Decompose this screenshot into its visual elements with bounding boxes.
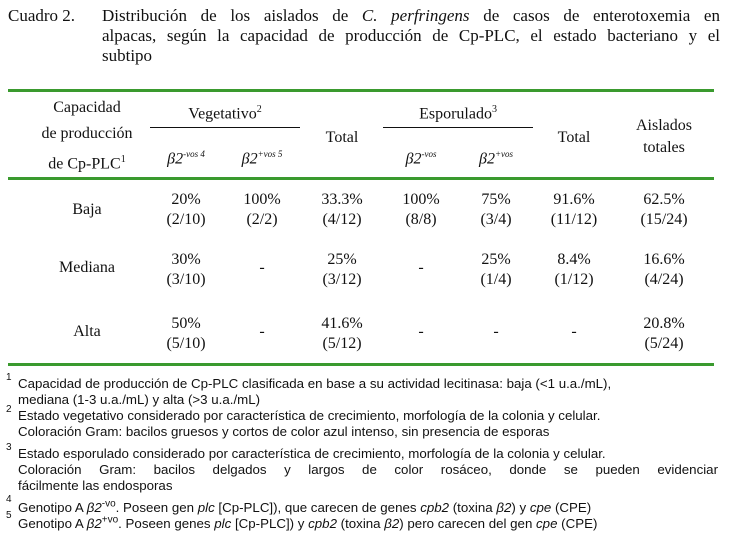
fn4-sup: -vo (101, 498, 116, 510)
row-mediana-veg-neg (150, 250, 222, 290)
header-sporulated-sup: 3 (491, 104, 497, 115)
cell-value: 33.3% (321, 191, 363, 208)
header-vegetative-sup: 2 (256, 104, 262, 115)
header-sporulated-text: Esporulado (419, 105, 492, 123)
row-baja-isolates (612, 190, 716, 230)
header-total-sporulated: Total (557, 129, 591, 146)
cell-value: 25% (481, 251, 511, 268)
header-capacity (10, 97, 164, 175)
cell-ratio: (4/12) (322, 211, 362, 228)
fn5-b2: β2 (86, 516, 102, 531)
subheader-spo-neg-b2: β2 (405, 150, 422, 168)
caption-line-2: alpacas, según la capacidad de producción de Cp-PLC, el estado bacteriano y el (102, 26, 720, 45)
row-baja-veg-neg (150, 190, 222, 230)
subheader-veg-neg-sup: -vos 4 (183, 149, 205, 159)
footnote-3-line-2: Coloración Gram: bacilos delgados y largos de color rosáceo, donde se pueden evidenciar (18, 462, 718, 477)
fn5-end: (CPE) (557, 516, 598, 531)
footnote-2-number: 2 (6, 404, 12, 415)
subheader-spo-neg-sup: -vos (421, 149, 437, 159)
cell-ratio: (4/24) (644, 271, 684, 288)
subheader-veg-pos-sup: +vos 5 (257, 149, 283, 159)
footnote-4-number: 4 (6, 494, 12, 505)
subheader-spo-pos (460, 143, 532, 170)
row-alta-isolates (612, 314, 716, 354)
footnote-4 (18, 500, 718, 516)
sporulated-underline (383, 127, 533, 128)
row-alta-total-spo: - (571, 323, 577, 340)
header-capacity-line-2: de producción (41, 125, 133, 142)
cell-ratio: (1/12) (554, 271, 594, 288)
row-baja-label: Baja (72, 201, 102, 218)
row-mediana-spo-neg: - (418, 259, 424, 276)
subheader-spo-pos-b2: β2 (478, 150, 495, 168)
footnote-1-number: 1 (6, 372, 12, 383)
fn4-cpe: cpe (529, 500, 552, 515)
subheader-veg-neg (150, 143, 222, 170)
cell-value: 75% (481, 191, 511, 208)
fn5-sup: +vo (101, 514, 119, 526)
cell-ratio: (5/10) (166, 335, 206, 352)
footnote-2 (18, 408, 718, 440)
row-mediana-total-veg (306, 250, 378, 290)
cell-ratio: (5/12) (322, 335, 362, 352)
caption-line-1 (102, 6, 720, 26)
header-total-vegetative: Total (325, 129, 359, 146)
header-vegetative-text: Vegetativo (188, 105, 257, 123)
cell-ratio: (3/4) (480, 211, 512, 228)
subheader-spo-neg (383, 143, 459, 170)
caption-label: Cuadro 2. (8, 6, 76, 25)
cell-value: 25% (327, 251, 357, 268)
fn5-cpe: cpe (536, 516, 558, 531)
row-baja-spo-pos (460, 190, 532, 230)
row-alta-label: Alta (73, 323, 101, 340)
fn5-mid2: [Cp-PLC]) y (231, 516, 309, 531)
cell-ratio: (3/12) (322, 271, 362, 288)
header-isolates-line-2: totales (643, 139, 685, 156)
header-isolates-line-1: Aislados (636, 117, 692, 134)
cell-value: 100% (243, 191, 281, 208)
subheader-veg-pos-b2: β2 (241, 150, 258, 168)
footnote-3-line-3: fácilmente las endosporas (18, 478, 173, 493)
fn5-b2b: β2 (384, 516, 400, 531)
fn4-pre: Genotipo A (18, 500, 87, 515)
row-mediana-veg-pos: - (259, 259, 265, 276)
row-baja-total-spo (538, 190, 610, 230)
fn4-end: (CPE) (551, 500, 592, 515)
footnote-1-line-2: mediana (1-3 u.a./mL) y alta (>3 u.a./mL) (18, 392, 261, 407)
fn4-b2: β2 (86, 500, 102, 515)
caption-line-1-post: de casos de enterotoxemia en (469, 6, 720, 25)
footnote-1-line-1: Capacidad de producción de Cp-PLC clasificada en base a su actividad lecitinasa: baja (<1 u.a./mL), (18, 376, 612, 391)
row-mediana-isolates (612, 250, 716, 290)
cell-ratio: (8/8) (405, 211, 437, 228)
row-alta-veg-pos: - (259, 323, 265, 340)
caption-text (102, 6, 720, 66)
footnote-5 (18, 516, 718, 532)
row-baja-total-veg (306, 190, 378, 230)
fn4-plc: plc (197, 500, 215, 515)
row-mediana-spo-pos (460, 250, 532, 290)
header-sporulated (383, 99, 533, 125)
row-mediana-label: Mediana (59, 259, 115, 276)
footnote-1 (18, 376, 718, 408)
row-alta-total-veg (306, 314, 378, 354)
cell-value: 100% (402, 191, 440, 208)
header-capacity-line-3 (10, 149, 164, 175)
fn5-plc: plc (214, 516, 232, 531)
row-alta-veg-neg (150, 314, 222, 354)
subheader-veg-pos (224, 143, 300, 170)
header-capacity-text: de Cp-PLC (48, 155, 121, 173)
fn5-mid3: (toxina (336, 516, 385, 531)
fn4-mid3: (toxina (449, 500, 497, 515)
cell-ratio: (2/10) (166, 211, 206, 228)
header-rule (8, 177, 714, 180)
fn4-mid4: ) y (511, 500, 530, 515)
cell-value: 30% (171, 251, 201, 268)
row-alta-spo-pos: - (493, 323, 499, 340)
footnote-2-line-1: Estado vegetativo considerado por característica de crecimiento, morfología de la colonia y celular. (18, 408, 601, 423)
caption-line-1-pre: Distribución de los aislados de (102, 6, 362, 25)
cell-value: 16.6% (643, 251, 685, 268)
header-isolates (612, 115, 716, 159)
footnote-3-line-1: Estado esporulado considerado por característica de crecimiento, morfología de la colonia y celular. (18, 446, 606, 461)
cell-ratio: (2/2) (246, 211, 278, 228)
row-baja-spo-neg (383, 190, 459, 230)
header-vegetative (150, 99, 300, 125)
fn5-mid4: ) pero carecen del gen (399, 516, 537, 531)
row-baja-veg-pos (224, 190, 300, 230)
footnote-3 (18, 446, 718, 494)
header-capacity-sup: 1 (120, 154, 126, 165)
fn5-mid1: . Poseen genes (118, 516, 215, 531)
cell-value: 8.4% (557, 251, 591, 268)
cell-value: 50% (171, 315, 201, 332)
fn4-cpb2: cpb2 (420, 500, 450, 515)
cell-value: 20.8% (643, 315, 685, 332)
cell-value: 20% (171, 191, 201, 208)
row-mediana-total-spo (538, 250, 610, 290)
fn4-b2b: β2 (496, 500, 512, 515)
cell-value: 41.6% (321, 315, 363, 332)
caption-line-3: subtipo (102, 46, 153, 65)
fn5-cpb2: cpb2 (308, 516, 337, 531)
cell-ratio: (11/12) (550, 211, 598, 228)
cell-value: 62.5% (643, 191, 685, 208)
footnote-5-number: 5 (6, 510, 12, 521)
cell-ratio: (3/10) (166, 271, 206, 288)
cell-value: 91.6% (553, 191, 595, 208)
subheader-veg-neg-b2: β2 (167, 150, 184, 168)
subheader-spo-pos-sup: +vos (494, 149, 514, 159)
footnote-3-number: 3 (6, 442, 12, 453)
row-alta-spo-neg: - (418, 323, 424, 340)
cell-ratio: (5/24) (644, 335, 684, 352)
cell-ratio: (15/24) (640, 211, 688, 228)
cell-ratio: (1/4) (480, 271, 512, 288)
bottom-rule (8, 363, 714, 366)
footnote-2-line-2: Coloración Gram: bacilos gruesos y cortos de color azul intenso, sin presencia de esporas (18, 424, 550, 439)
top-rule (8, 89, 714, 92)
header-capacity-line-1: Capacidad (53, 99, 121, 116)
fn4-mid2: [Cp-PLC]), que carecen de genes (214, 500, 421, 515)
vegetative-underline (150, 127, 300, 128)
fn4-mid1: . Poseen gen (115, 500, 198, 515)
fn5-pre: Genotipo A (18, 516, 87, 531)
caption-species: C. perfringens (361, 6, 470, 25)
